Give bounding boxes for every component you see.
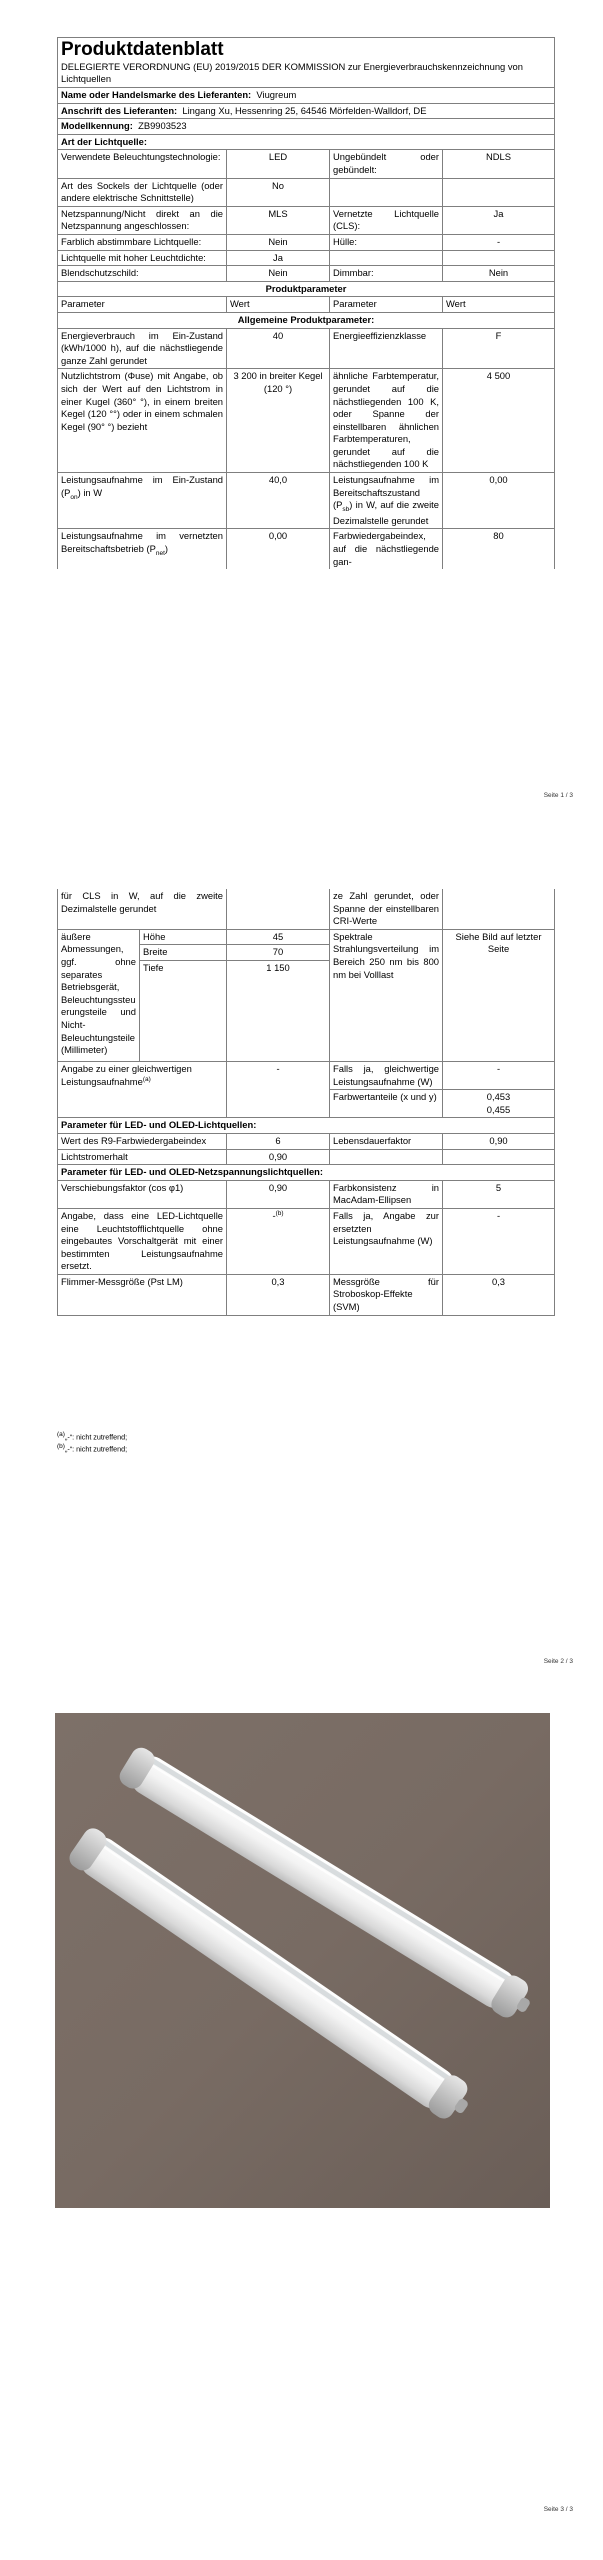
- energy-label: Energieverbrauch im Ein-Zustand (kWh/1000 h), auf die nächstliegende ganze Zahl gerundet: [58, 328, 227, 369]
- mains-params-heading: Parameter für LED- und OLED-Netzspannungslichtquellen:: [58, 1165, 555, 1181]
- width-label: Breite: [140, 945, 227, 961]
- survival-value: 0,90: [443, 1133, 555, 1149]
- flux-label: Nutzlichtstrom (Φuse) mit Angabe, ob sich der Wert auf den Lichtstrom in einer Kugel (360° °), in einem breiten Kegel (120 °°) oder in einem schmalen Kegel (90° °) bezieht: [58, 369, 227, 473]
- high-lum-label: Lichtquelle mit hoher Leuchtdichte:: [58, 250, 227, 266]
- power-value: 40,0: [227, 473, 330, 529]
- standby-label: Leistungsaufnahme im Bereitschaftszustand $(P_{sb})$ in W, auf die zweite Dezimalstelle gerundet: [330, 473, 443, 529]
- antiglare-value: Nein: [227, 266, 330, 282]
- cosphi-value: 0,90: [227, 1180, 330, 1208]
- empty-cell: [443, 178, 555, 206]
- light-source-heading: Art der Lichtquelle:: [58, 134, 555, 150]
- networked-label-continued: für CLS in W, auf die zweite Dezimalstelle gerundet: [58, 889, 227, 929]
- macadam-value: 5: [443, 1180, 555, 1208]
- dimmable-label: Dimmbar:: [330, 266, 443, 282]
- survival-label: Lebensdauerfaktor: [330, 1133, 443, 1149]
- energy-value: 40: [227, 328, 330, 369]
- high-lum-value: Ja: [227, 250, 330, 266]
- tech-value: LED: [227, 150, 330, 178]
- maint-label: Lichtstromerhalt: [58, 1149, 227, 1165]
- macadam-label: Farbkonsistenz in MacAdam-Ellipsen: [330, 1180, 443, 1208]
- datasheet-table-page-1: [57, 37, 555, 569]
- model-row: Modellkennung: ZB9903523: [58, 119, 555, 135]
- depth-label: Tiefe: [140, 960, 227, 1061]
- networked-value: 0,00: [227, 529, 330, 569]
- footnotes: [57, 1430, 127, 1455]
- cosphi-label: Verschiebungsfaktor (cos φ1): [58, 1180, 227, 1208]
- chroma-values: [443, 1090, 555, 1118]
- supplier-address: Lingang Xu, Hessenring 25, 64546 Mörfelden-Walldorf, DE: [182, 104, 427, 116]
- regulation-text: DELEGIERTE VERORDNUNG (EU) 2019/2015 DER KOMMISSION zur Energieverbrauchskennzeichnung von Lichtquellen: [61, 60, 523, 85]
- height-value: 45: [227, 929, 330, 945]
- page-number: Seite 3 / 3: [543, 2506, 573, 2513]
- colour-label: Farblich abstimmbare Lichtquelle:: [58, 234, 227, 250]
- envelope-label: Hülle:: [330, 234, 443, 250]
- strobo-label: Messgröße für Stroboskop-Effekte (SVM): [330, 1274, 443, 1315]
- standby-value: 0,00: [443, 473, 555, 529]
- equiv-power-value: -: [443, 1061, 555, 1089]
- flicker-value: 0,3: [227, 1274, 330, 1315]
- dimmable-value: Nein: [443, 266, 555, 282]
- spectral-value: Siehe Bild auf letzter Seite: [443, 929, 555, 1061]
- replace-value: -$^{(b)}$: [227, 1208, 330, 1274]
- empty-cell: [330, 1149, 443, 1165]
- nonbundled-value: NDLS: [443, 150, 555, 178]
- datasheet-table-page-2: [57, 889, 555, 1316]
- empty-cell: [227, 889, 330, 929]
- col-header-value: Wert: [443, 297, 555, 313]
- footnote-b: $^{(b)}$„-“: nicht zutreffend;: [57, 1443, 128, 1454]
- envelope-value: -: [443, 234, 555, 250]
- equiv-power-label: Falls ja, gleichwertige Leistungsaufnahme (W): [330, 1061, 443, 1089]
- supplier-name-row: Name oder Handelsmarke des Lieferanten: Viugreum: [58, 88, 555, 104]
- page-title: Produktdatenblatt: [61, 39, 224, 60]
- flicker-label: Flimmer-Messgröße (Pst LM): [58, 1274, 227, 1315]
- r9-label: Wert des R9-Farbwiedergabeindex: [58, 1133, 227, 1149]
- class-value: F: [443, 328, 555, 369]
- connected-value: Ja: [443, 206, 555, 234]
- general-params-heading: Allgemeine Produktparameter:: [58, 312, 555, 328]
- chroma-y: 0,455: [486, 1103, 511, 1115]
- footnote-a: $^{(a)}$„-“: nicht zutreffend;: [57, 1431, 128, 1442]
- cri-label: Farbwiedergabeindex, auf die nächstliegende gan-: [330, 529, 443, 569]
- page-1: [0, 0, 603, 810]
- page-number: Seite 1 / 3: [543, 792, 573, 799]
- led-params-heading: Parameter für LED- und OLED-Lichtquellen:: [58, 1118, 555, 1134]
- cct-value: 4 500: [443, 369, 555, 473]
- chroma-label: Farbwertanteile (x und y): [330, 1090, 443, 1118]
- connected-label: Vernetzte Lichtquelle (CLS):: [330, 206, 443, 234]
- empty-cell: [330, 178, 443, 206]
- empty-cell: [443, 889, 555, 929]
- cct-label: ähnliche Farbtemperatur, gerundet auf die nächstliegenden 100 K, oder Spanne der einstellbaren ähnlichen Farbtemperaturen, gerundet auf die nächstliegenden 100 K: [330, 369, 443, 473]
- tech-label: Verwendete Beleuchtungstechnologie:: [58, 150, 227, 178]
- class-label: Energieeffizienzklasse: [330, 328, 443, 369]
- spectral-label: Spektrale Strahlungsverteilung im Bereich 250 nm bis 800 nm bei Volllast: [330, 929, 443, 1061]
- replace-power-value: -: [443, 1208, 555, 1274]
- supplier-name: Viugreum: [256, 89, 297, 101]
- empty-cell: [443, 250, 555, 266]
- dims-label: äußere Abmessungen, ggf. ohne separates Betriebsgerät, Beleuchtungssteuerungsteile und Nicht-Beleuchtungsteile (Millimeter): [58, 929, 140, 1061]
- cri-value: 80: [443, 529, 555, 569]
- width-value: 70: [227, 945, 330, 961]
- mains-value: MLS: [227, 206, 330, 234]
- height-label: Höhe: [140, 929, 227, 945]
- supplier-address-row: Anschrift des Lieferanten: Lingang Xu, Hessenring 25, 64546 Mörfelden-Walldorf, DE: [58, 103, 555, 119]
- networked-label: Leistungsaufnahme im vernetzten Bereitschaftsbetrieb $(P_{net})$: [58, 529, 227, 569]
- model-id: ZB9903523: [138, 120, 187, 132]
- cap-value: No: [227, 178, 330, 206]
- power-label: Leistungsaufnahme im Ein-Zustand $(P_{on})$ in W: [58, 473, 227, 529]
- chroma-x: 0,453: [486, 1091, 511, 1103]
- led-tube-lights-image: [55, 1713, 550, 2208]
- empty-cell: [330, 250, 443, 266]
- page-number: Seite 2 / 3: [543, 1658, 573, 1665]
- flux-value: 3 200 in breiter Kegel (120 °): [227, 369, 330, 473]
- strobo-value: 0,3: [443, 1274, 555, 1315]
- equiv-value: -: [227, 1061, 330, 1117]
- col-header-param: Parameter: [330, 297, 443, 313]
- col-header-value: Wert: [227, 297, 330, 313]
- col-header-param: Parameter: [58, 297, 227, 313]
- product-photo: [55, 1713, 550, 2208]
- empty-cell: [443, 1149, 555, 1165]
- maint-value: 0,90: [227, 1149, 330, 1165]
- antiglare-label: Blendschutzschild:: [58, 266, 227, 282]
- nonbundled-label: Ungebündelt oder gebündelt:: [330, 150, 443, 178]
- r9-value: 6: [227, 1133, 330, 1149]
- replace-label: Angabe, dass eine LED-Lichtquelle eine Leuchtstofflichtquelle ohne eingebautes Vorschaltgerät mit einer bestimmten Leistungsaufnahme ersetzt.: [58, 1208, 227, 1274]
- header-cell: [58, 38, 555, 88]
- mains-label: Netzspannung/Nicht direkt an die Netzspannung angeschlossen:: [58, 206, 227, 234]
- depth-value: 1 150: [227, 960, 330, 1061]
- cri-label-continued: ze Zahl gerundet, oder Spanne der einstellbaren CRI-Werte: [330, 889, 443, 929]
- params-heading: Produktparameter: [58, 281, 555, 297]
- replace-power-label: Falls ja, Angabe zur ersetzten Leistungsaufnahme (W): [330, 1208, 443, 1274]
- colour-value: Nein: [227, 234, 330, 250]
- cap-label: Art des Sockels der Lichtquelle (oder andere elektrische Schnittstelle): [58, 178, 227, 206]
- page-2: [0, 856, 603, 1676]
- equiv-label: Angabe zu einer gleichwertigen Leistungsaufnahme$^{(a)}$: [58, 1061, 227, 1117]
